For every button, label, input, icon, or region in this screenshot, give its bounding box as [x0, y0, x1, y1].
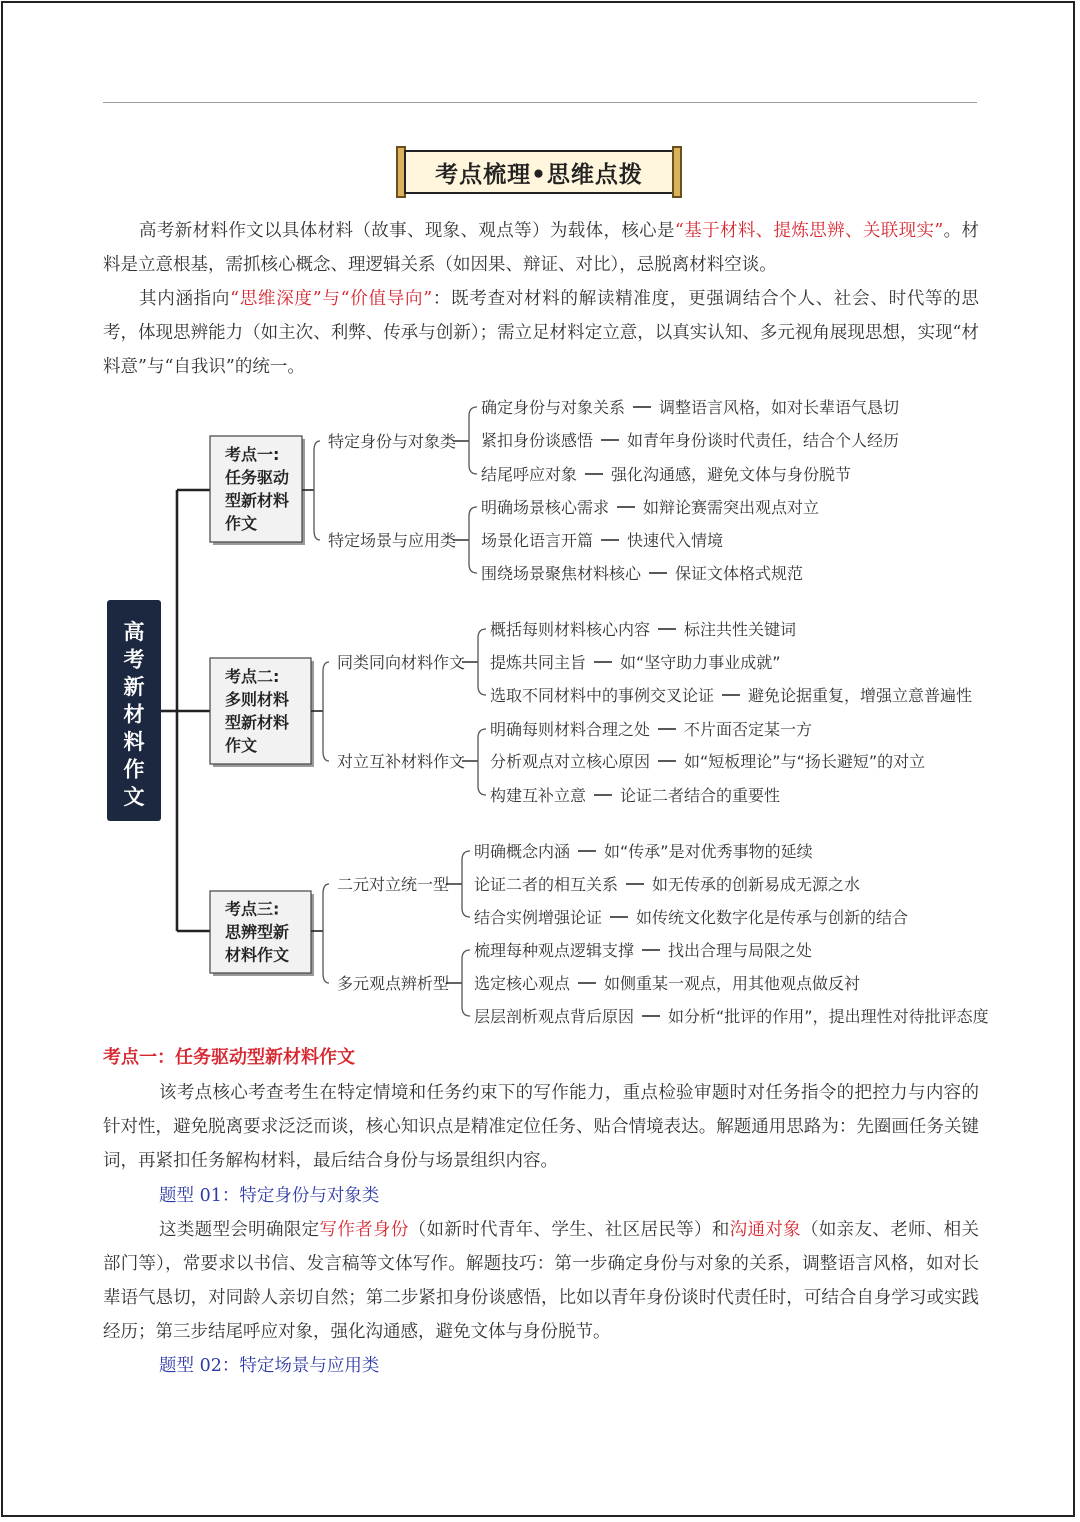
item-detail: 如侧重某一观点，用其他观点做反衬: [604, 974, 861, 993]
point-label-line: 思辨型新: [225, 922, 290, 942]
item-key: 紧扣身份谈感悟: [481, 431, 594, 450]
root-node-char: 文: [123, 785, 145, 809]
item-detail: 调整语言风格，如对长辈语气恳切: [659, 398, 900, 417]
item-key: 场景化语言开篇: [481, 531, 594, 550]
item-detail: 如“坚守助力事业成就”: [620, 653, 781, 672]
item-detail: 如青年身份谈时代责任，结合个人经历: [627, 431, 900, 450]
item-key: 论证二者的相互关系: [474, 875, 619, 894]
section1-heading: 考点一：任务驱动型新材料作文: [103, 1047, 355, 1068]
item-detail: 如辩论赛需突出观点对立: [643, 498, 820, 517]
item-bracket: [469, 407, 477, 474]
root-node-char: 新: [123, 675, 145, 699]
item-detail: 如“传承”是对优秀事物的延续: [604, 842, 813, 861]
root-node-char: 考: [123, 647, 145, 672]
point-label-line: 考点三:: [225, 899, 280, 919]
item-key: 围绕场景聚焦材料核心: [481, 564, 642, 583]
type01-text-a: 这类题型会明确限定: [159, 1220, 320, 1240]
item-detail: 标注共性关键词: [684, 620, 797, 639]
item-detail: 如分析“批评的作用”，提出理性对待批评态度: [668, 1007, 989, 1026]
point-label-line: 考点二:: [225, 667, 280, 686]
type01-text-c: （如亲友、老师、相关部门等），常要求以书信、发言稿等文体写作。解题技巧：第一步确定身份与对象的关系，调整语言风格，如对长辈语气恳切，对同龄人亲切自然；第二步紧扣身份谈感悟，比如以青年身份谈时代责任时，可结合自身学习或实践经历；第三步结尾呼应对象，强化沟通感，避免文体与身份脱节。: [103, 1220, 980, 1342]
root-node-char: 高: [123, 620, 145, 644]
root-node-char: 作: [123, 757, 145, 782]
item-key: 选取不同材料中的事例交叉论证: [490, 686, 715, 705]
item-detail: 找出合理与局限之处: [668, 941, 813, 960]
branch-label: 二元对立统一型: [337, 875, 450, 894]
item-key: 结合实例增强论证: [474, 908, 603, 927]
branch-bracket: [323, 662, 329, 761]
item-detail: 论证二者结合的重要性: [620, 786, 781, 805]
item-key: 梳理每种观点逻辑支撑: [474, 941, 635, 960]
branch-label: 特定身份与对象类: [328, 432, 457, 451]
point-label-line: 作文: [225, 736, 258, 755]
item-detail: 不片面否定某一方: [684, 720, 813, 739]
type02-title: 题型 02：特定场景与应用类: [159, 1356, 380, 1376]
item-detail: 强化沟通感，避免文体与身份脱节: [611, 465, 852, 484]
banner-title: 考点梳理•思维点拨: [404, 150, 674, 194]
item-bracket: [478, 629, 486, 695]
type01-highlight-identity: 写作者身份: [319, 1220, 409, 1240]
section1-paragraph: 该考点核心考查考生在特定情境和任务约束下的写作能力，重点检验审题时对任务指令的把控力与内容的针对性，避免脱离要求泛泛而谈，核心知识点是精准定位任务、贴合情境表达。解题通用思路为：先圈画任务关键词，再紧扣任务解构材料，最后结合身份与场景组织内容。: [103, 1083, 979, 1171]
item-detail: 避免论据重复，增强立意普遍性: [748, 686, 973, 705]
branch-label: 同类同向材料作文: [337, 653, 466, 672]
item-key: 确定身份与对象关系: [481, 398, 626, 417]
branch-label: 多元观点辨析型: [337, 974, 450, 993]
intro-p2-text-a: 其内涵指向: [139, 289, 231, 309]
item-bracket: [462, 851, 470, 917]
item-key: 层层剖析观点背后原因: [474, 1007, 635, 1026]
root-node-char: 料: [123, 730, 145, 754]
root-node-char: 材: [123, 702, 145, 727]
branch-bracket: [314, 441, 320, 540]
intro-p2-highlight: “思维深度”与“价值导向”: [230, 289, 433, 309]
type01-title: 题型 01：特定身份与对象类: [159, 1186, 380, 1206]
item-key: 明确每则材料合理之处: [490, 720, 651, 739]
branch-label: 特定场景与应用类: [328, 531, 457, 550]
intro-p1-text-a: 高考新材料作文以具体材料（故事、现象、观点等）为载体，核心是: [139, 221, 675, 241]
point-label-line: 任务驱动: [225, 468, 290, 487]
item-key: 明确概念内涵: [474, 842, 571, 861]
type01-text-b: （如新时代青年、学生、社区居民等）和: [408, 1220, 730, 1240]
item-bracket: [478, 729, 486, 795]
item-key: 构建互补立意: [490, 786, 587, 805]
item-key: 明确场景核心需求: [481, 498, 610, 517]
intro-p1-highlight: “基于材料、提炼思辨、关联现实”: [674, 221, 944, 241]
item-key: 分析观点对立核心原因: [490, 752, 651, 771]
item-key: 结尾呼应对象: [481, 465, 578, 484]
branch-label: 对立互补材料作文: [337, 752, 466, 771]
point-label-line: 型新材料: [225, 491, 290, 510]
item-key: 提炼共同主旨: [490, 653, 587, 672]
point-label-line: 作文: [225, 514, 258, 533]
item-bracket: [469, 507, 477, 573]
item-detail: 如传统文化数字化是传承与创新的结合: [636, 908, 909, 927]
item-detail: 保证文体格式规范: [675, 564, 804, 583]
item-key: 概括每则材料核心内容: [490, 620, 651, 639]
point-label-line: 考点一:: [225, 445, 280, 464]
point-label-line: 型新材料: [225, 713, 290, 732]
type01-paragraph: [103, 1213, 979, 1349]
item-bracket: [462, 950, 470, 1016]
type01-highlight-audience: 沟通对象: [729, 1220, 802, 1240]
item-detail: 如“短板理论”与“扬长避短”的对立: [684, 752, 926, 771]
item-key: 选定核心观点: [474, 974, 571, 993]
item-detail: 如无传承的创新易成无源之水: [652, 875, 861, 894]
branch-bracket: [323, 884, 329, 983]
point-label-line: 多则材料: [225, 690, 290, 709]
intro-p2-text-b: ：既考查对材料的解读精准度，更强调结合个人、社会、时代等的思考，体现思辨能力（如主次、利弊、传承与创新）；需立足材料定立意，以真实认知、多元视角展现思想，实现“材料意”与“自我识”的统一。: [103, 289, 980, 377]
intro-p1-text-b: 。材料是立意根基，需抓核心概念、理逻辑关系（如因果、辩证、对比），忌脱离材料空谈。: [103, 221, 980, 275]
point-label-line: 材料作文: [225, 945, 290, 965]
item-detail: 快速代入情境: [627, 531, 724, 550]
